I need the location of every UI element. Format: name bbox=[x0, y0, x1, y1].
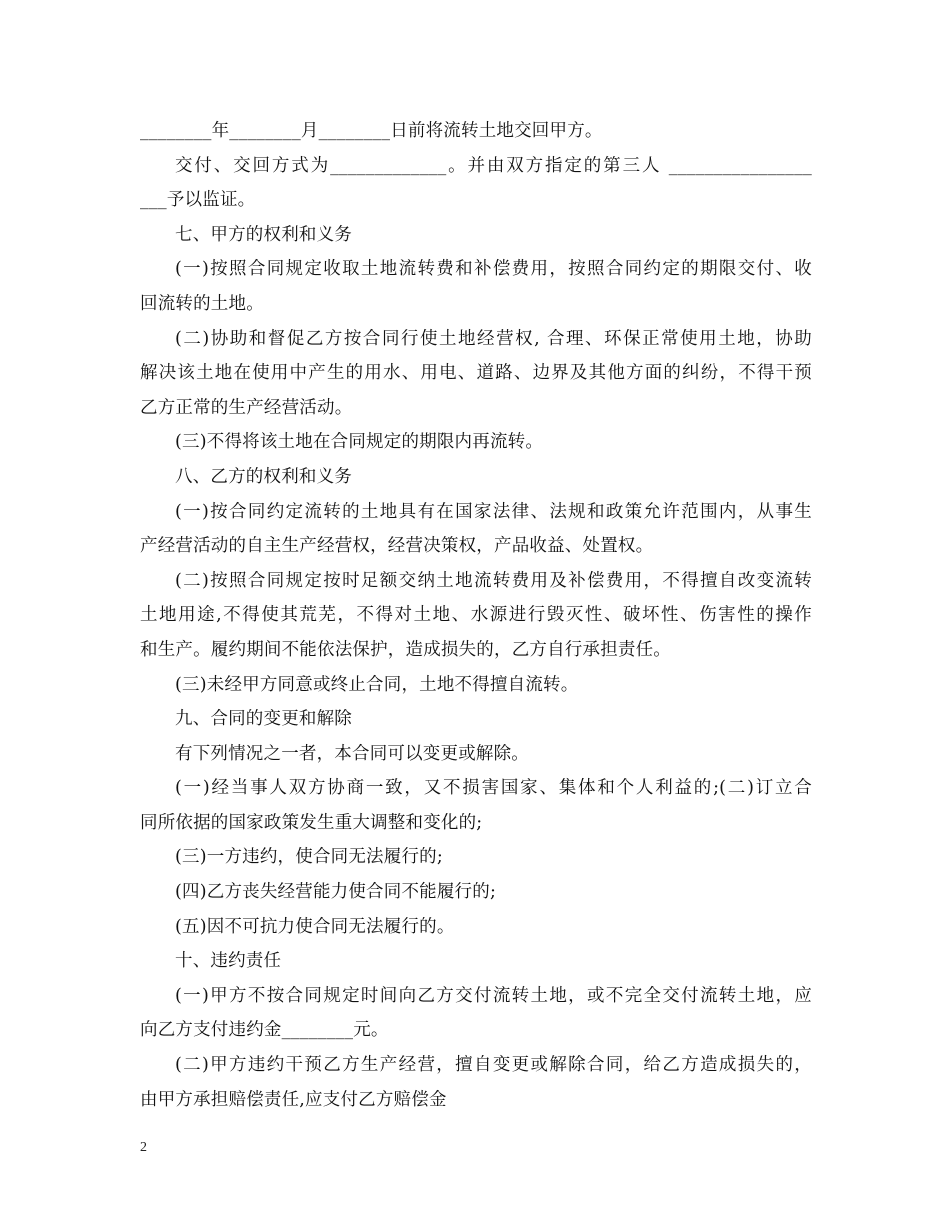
text-line: (一)经当事人双方协商一致，又不损害国家、集体和个人利益的;(二)订立合 bbox=[175, 778, 812, 799]
text-line: 乙方正常的生产经营活动。 bbox=[140, 397, 353, 418]
section-heading: 九、合同的变更和解除 bbox=[175, 709, 352, 730]
text-line: 解决该土地在使用中产生的用水、用电、道路、边界及其他方面的纠纷，不得干预 bbox=[140, 363, 812, 384]
page-number: 2 bbox=[140, 1140, 147, 1155]
text-line: 交付、交回方式为_____________。并由双方指定的第三人 ________________ bbox=[175, 155, 812, 176]
text-line: (五)因不可抗力使合同无法履行的。 bbox=[175, 916, 455, 937]
text-line: 由甲方承担赔偿责任,应支付乙方赔偿金 bbox=[140, 1089, 447, 1110]
text-line: 同所依据的国家政策发生重大调整和变化的; bbox=[140, 812, 483, 833]
text-line: (一)按照合同规定收取土地流转费和补偿费用，按照合同约定的期限交付、收 bbox=[175, 259, 812, 280]
text-line: 土地用途,不得使其荒芜，不得对土地、水源进行毁灭性、破坏性、伤害性的操作 bbox=[140, 605, 812, 626]
text-line: ___予以监证。 bbox=[140, 190, 256, 211]
text-line: 和生产。履约期间不能依法保护，造成损失的，乙方自行承担责任。 bbox=[140, 639, 671, 660]
text-line: 向乙方支付违约金________元。 bbox=[140, 1020, 389, 1041]
text-line: (二)按照合同规定按时足额交纳土地流转费用及补偿费用，不得擅自改变流转 bbox=[175, 570, 812, 591]
text-line: 有下列情况之一者，本合同可以变更或解除。 bbox=[175, 743, 529, 764]
section-heading: 七、甲方的权利和义务 bbox=[175, 224, 352, 245]
text-line: 回流转的土地。 bbox=[140, 293, 264, 314]
text-line: (四)乙方丧失经营能力使合同不能履行的; bbox=[175, 882, 497, 903]
text-line: (一)甲方不按合同规定时间向乙方交付流转土地，或不完全交付流转土地，应 bbox=[175, 985, 812, 1006]
text-line: ________年________月________日前将流转土地交回甲方。 bbox=[140, 121, 603, 141]
text-line: (一)按合同约定流转的土地具有在国家法律、法规和政策允许范围内，从事生 bbox=[175, 501, 812, 522]
text-line: (三)一方违约，使合同无法履行的; bbox=[175, 847, 443, 868]
text-line: (三)不得将该土地在合同规定的期限内再流转。 bbox=[175, 432, 544, 453]
section-heading: 十、违约责任 bbox=[175, 951, 282, 972]
text-line: (二)协助和督促乙方按合同行使土地经营权, 合理、环保正常使用土地，协助 bbox=[175, 328, 812, 349]
text-line: 产经营活动的自主生产经营权，经营决策权，产品收益、处置权。 bbox=[140, 536, 654, 557]
section-heading: 八、乙方的权利和义务 bbox=[175, 466, 352, 487]
text-line: (三)未经甲方同意或终止合同，土地不得擅自流转。 bbox=[175, 674, 579, 695]
document-body bbox=[140, 114, 812, 1117]
text-line: (二)甲方违约干预乙方生产经营，擅自变更或解除合同，给乙方造成损失的， bbox=[175, 1055, 812, 1076]
